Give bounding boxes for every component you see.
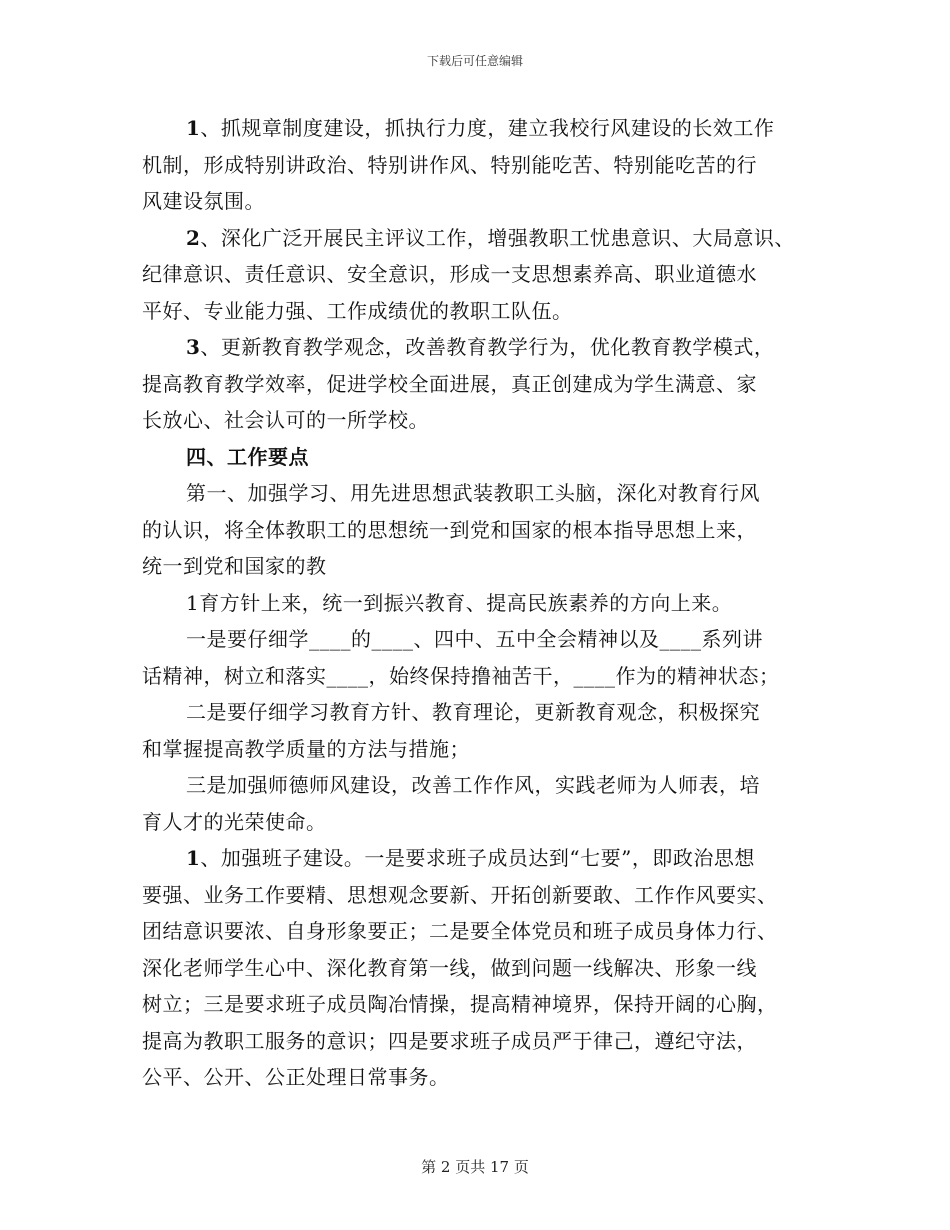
text-line: 提高教育教学效率，促进学校全面进展，真正创建成为学生满意、家	[142, 371, 757, 396]
text-line: 育人才的光荣使命。	[142, 809, 327, 834]
text-line: 话精神，树立和落实____，始终保持撸袖苦干，____作为的精神状态；	[142, 663, 780, 688]
text-line: 机制，形成特别讲政治、特别讲作风、特别能吃苦、特别能吃苦的行	[142, 152, 757, 177]
text-line: 要强、业务工作要精、思想观念要新、开拓创新要敢、工作作风要实、	[142, 882, 778, 907]
text-line: 1、抓规章制度建设，抓执行力度，建立我校行风建设的长效工作	[186, 116, 775, 140]
text-line: 纪律意识、责任意识、安全意识，形成一支思想素养高、职业道德水	[142, 262, 757, 286]
text-line: 和掌握提高教学质量的方法与措施；	[142, 736, 470, 761]
text-line: 统一到党和国家的教	[142, 554, 327, 578]
text-line: 树立；三是要求班子成员陶冶情操，提高精神境界，保持开阔的心胸，	[142, 992, 778, 1016]
text-line: 长放心、社会认可的一所学校。	[142, 408, 429, 432]
text-line: 提高为教职工服务的意识；四是要求班子成员严于律己，遵纪守法，	[142, 1028, 757, 1053]
page-footer: 第 2 页共 17 页	[421, 1158, 529, 1176]
text-line: 公平、公开、公正处理日常事务。	[142, 1065, 450, 1089]
text-line: 二是要仔细学习教育方针、教育理论，更新教育观念，积极探究	[186, 700, 760, 724]
text-line: 三是加强师德师风建设，改善工作作风，实践老师为人师表，培	[186, 773, 760, 797]
document-body	[142, 110, 832, 1096]
text-line: 2、深化广泛开展民主评议工作，增强教职工忧患意识、大局意识、	[186, 225, 795, 250]
text-line: 团结意识要浓、自身形象要正；二是要全体党员和班子成员身体力行、	[142, 919, 778, 943]
text-line: 四、工作要点	[186, 444, 309, 469]
text-line: 1育方针上来，统一到振兴教育、提高民族素养的方向上来。	[186, 590, 733, 615]
text-line: 3、更新教育教学观念，改善教育教学行为，优化教育教学模式，	[186, 335, 775, 359]
text-line: 深化老师学生心中、深化教育第一线，做到问题一线解决、形象一线	[142, 955, 757, 980]
text-line: 的认识，将全体教职工的思想统一到党和国家的根本指导思想上来，	[142, 517, 757, 542]
text-line: 一是要仔细学____的____、四中、五中全会精神以及____系列讲	[186, 627, 763, 651]
text-line: 风建设氛围。	[142, 189, 265, 213]
page-header: 下载后可任意编辑	[426, 54, 523, 68]
text-line: 第一、加强学习、用先进思想武装教职工头脑，深化对教育行风	[186, 481, 760, 505]
text-line: 1、加强班子建设。一是要求班子成员达到“七要”，即政治思想	[186, 846, 755, 870]
text-line: 平好、专业能力强、工作成绩优的教职工队伍。	[142, 298, 573, 323]
